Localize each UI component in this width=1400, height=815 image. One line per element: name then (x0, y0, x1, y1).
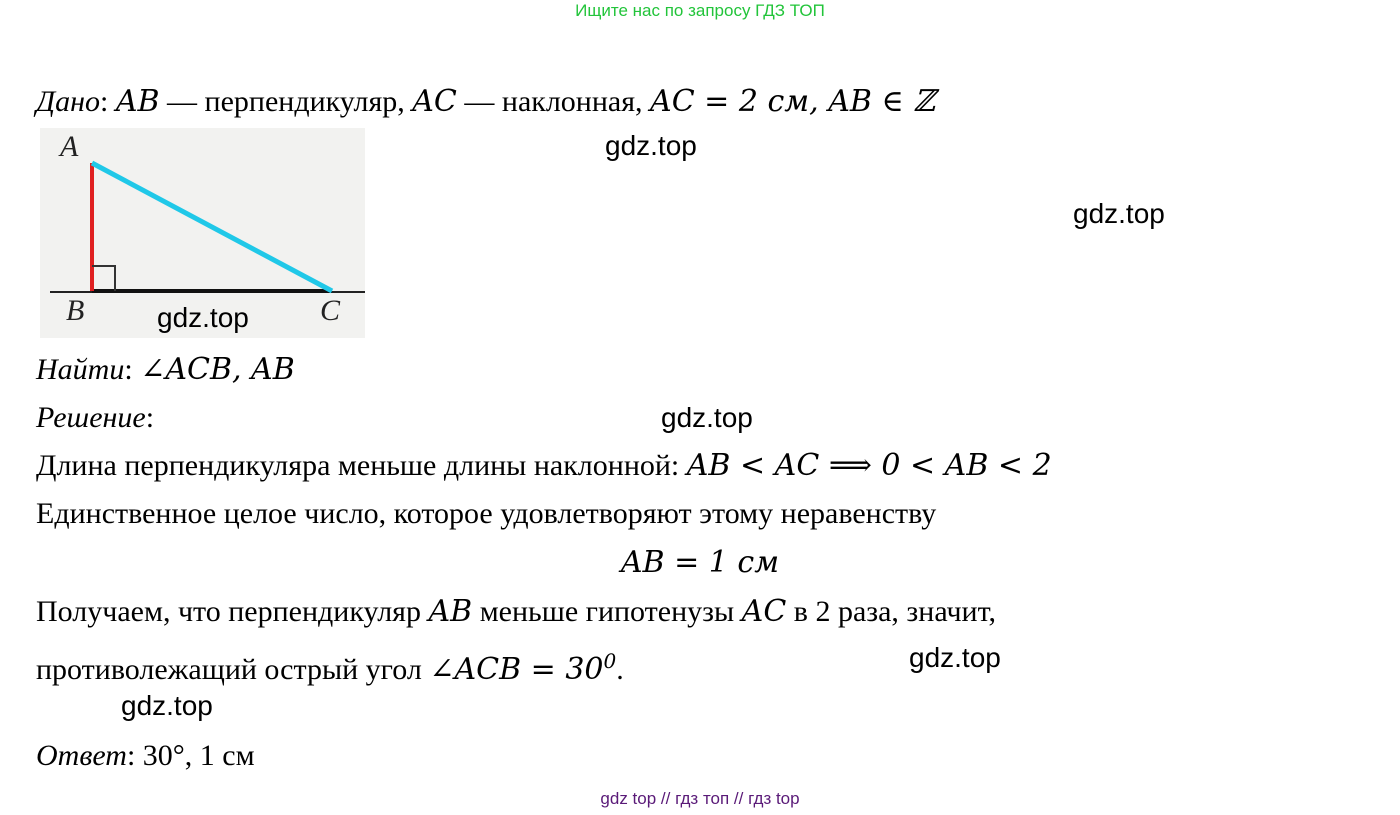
answer-label: Ответ (36, 739, 127, 772)
solution-colon: : (145, 401, 155, 434)
line5-text: противолежащий острый угол (36, 653, 430, 686)
line4-text-c: в 2 раза, значит, (786, 595, 996, 628)
find-line (36, 352, 295, 388)
vertex-a-label: A (60, 130, 79, 163)
find-label: Найти (36, 353, 125, 386)
watermark: gdz.top (605, 130, 697, 161)
answer-text: : 30°, 1 см (126, 739, 255, 772)
watermark: gdz.top (121, 690, 213, 721)
vertex-b-label: B (66, 294, 85, 327)
line5-math: ∠ACB = 30 (429, 652, 604, 687)
solution-line-1 (36, 448, 1052, 484)
given-ac: AC (412, 84, 457, 119)
line4-text-a: Получаем, что перпендикуляр (36, 595, 429, 628)
given-text-2: — наклонная, (456, 85, 651, 118)
solution-line-5 (36, 643, 624, 688)
solution-line (36, 400, 154, 436)
watermark: gdz.top (1073, 198, 1165, 229)
given-text-1: — перпендикуляр, (159, 85, 413, 118)
line4-ab: AB (428, 594, 473, 629)
watermark: gdz.top (157, 302, 249, 333)
given-label: Дано (36, 85, 100, 118)
line1-text: Длина перпендикуляра меньше длины наклонной: (36, 449, 687, 482)
line1-math: AB < AC ⟹ 0 < AB < 2 (686, 448, 1052, 483)
solution-line-2: Единственное целое число, которое удовлетворяют этому неравенству (36, 497, 937, 530)
footer-links: gdz top // гдз топ // гдз top (600, 789, 800, 808)
solution-line-4 (36, 594, 996, 630)
line5-superscript: 0 (603, 649, 617, 673)
given-line (36, 84, 935, 120)
hypotenuse-ac (92, 163, 332, 291)
line4-ac: AC (741, 594, 787, 629)
answer-line (36, 738, 255, 774)
solution-line-3 (0, 545, 1400, 581)
watermark: gdz.top (661, 402, 753, 433)
line4-text-b: меньше гипотенузы (472, 595, 742, 628)
given-expression: AC = 2 см, AB ∈ ℤ (650, 84, 936, 119)
watermark: gdz.top (909, 642, 1001, 673)
right-angle-mark (92, 266, 115, 291)
given-ab: AB (115, 84, 160, 119)
given-colon: : (99, 85, 109, 118)
vertex-c-label: C (320, 294, 341, 327)
line5-end: . (616, 653, 624, 686)
find-colon: : (124, 353, 133, 386)
find-expression: ∠ACB, AB (140, 352, 295, 387)
header-banner: Ищите нас по запросу ГДЗ ТОП (575, 1, 825, 20)
solution-label: Решение (36, 401, 146, 434)
line3-math: AB = 1 см (620, 545, 780, 580)
